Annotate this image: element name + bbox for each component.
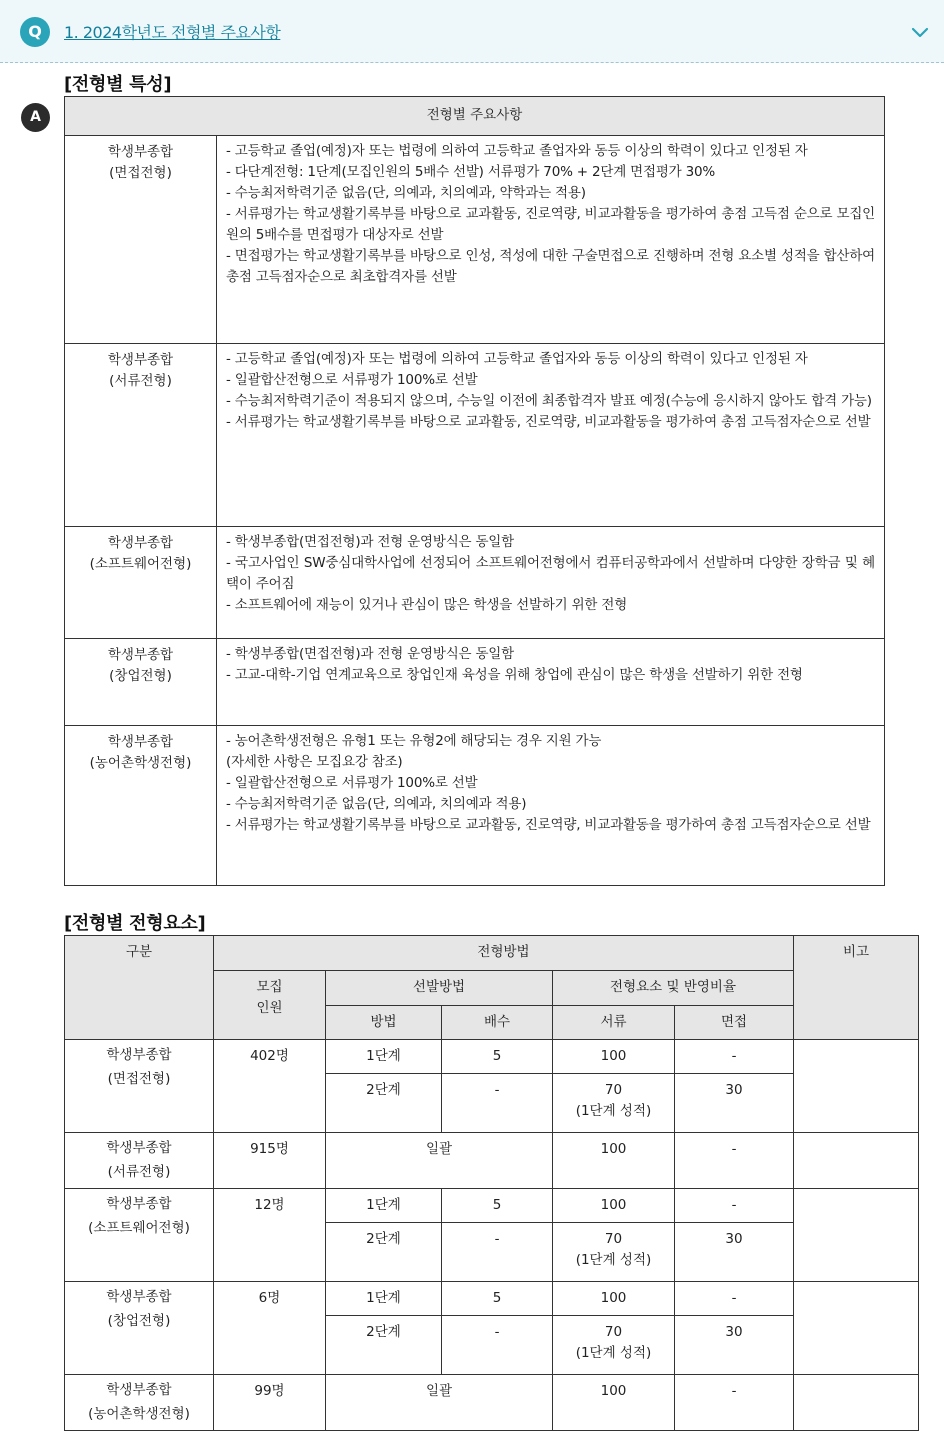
stage-docs: 100	[553, 1133, 675, 1189]
stage-multiple: 5	[442, 1282, 553, 1316]
stage-interview: -	[675, 1133, 794, 1189]
table-row	[65, 726, 885, 886]
row-label: 학생부종합 (서류전형)	[65, 1133, 214, 1189]
stage-docs: 100	[553, 1282, 675, 1316]
stage-docs: 100	[553, 1040, 675, 1074]
table-header: 전형별 주요사항	[65, 97, 885, 136]
table-row	[65, 136, 885, 344]
section-title-elements: [전형별 전형요소]	[64, 913, 206, 934]
row-label: 학생부종합 (창업전형)	[65, 639, 217, 726]
stage-interview: 30	[675, 1223, 794, 1282]
row-description: - 학생부종합(면접전형)과 전형 운영방식은 동일함 - 국고사업인 SW중심대학사업에 선정되어 소프트웨어전형에서 컴퓨터공학과에서 선발하며 다양한 장학금 및 혜택이 주어짐 - 소프트웨어에 재능이 있거나 관심이 많은 학생을 선발하기 위한 전형	[217, 527, 885, 639]
recruit-count: 6명	[214, 1282, 326, 1375]
table-row	[65, 1282, 919, 1316]
stage-interview: 30	[675, 1316, 794, 1375]
table-row	[65, 1040, 919, 1074]
row-label: 학생부종합 (농어촌학생전형)	[65, 726, 217, 886]
row-label: 학생부종합 (면접전형)	[65, 1040, 214, 1133]
note-cell	[794, 1133, 919, 1189]
stage-docs: 100	[553, 1375, 675, 1431]
answer-badge: A	[21, 103, 50, 132]
header-method: 방법	[326, 1006, 442, 1040]
row-description: - 고등학교 졸업(예정)자 또는 법령에 의하여 고등학교 졸업자와 동등 이상의 학력이 있다고 인정된 자 - 일괄합산전형으로 서류평가 100%로 선발 - 수능최저학력기준이 적용되지 않으며, 수능일 이전에 최종합격자 발표 예정(수능에 응시하지 않아도 합격 가능) - 서류평가는 학교생활기록부를 바탕으로 교과활동, 진로역량, 비교과활동을 평가하여 총점 고득점자순으로 선발	[217, 344, 885, 527]
stage-interview: -	[675, 1189, 794, 1223]
row-label: 학생부종합 (면접전형)	[65, 136, 217, 344]
header-category: 구분	[65, 936, 214, 1040]
recruit-count: 915명	[214, 1133, 326, 1189]
header-recruit: 모집 인원	[214, 971, 326, 1040]
header-multiple: 배수	[442, 1006, 553, 1040]
row-label: 학생부종합 (농어촌학생전형)	[65, 1375, 214, 1431]
elements-table	[64, 935, 919, 1431]
question-bar[interactable]	[0, 0, 944, 63]
row-label: 학생부종합 (서류전형)	[65, 344, 217, 527]
stage-docs: 70 (1단계 성적)	[553, 1223, 675, 1282]
stage-docs: 100	[553, 1189, 675, 1223]
stage-method: 2단계	[326, 1074, 442, 1133]
stage-interview: 30	[675, 1074, 794, 1133]
stage-interview: -	[675, 1375, 794, 1431]
table-row	[65, 1189, 919, 1223]
section-title-characteristics: [전형별 특성]	[64, 74, 172, 95]
note-cell	[794, 1189, 919, 1282]
stage-method: 일괄	[326, 1375, 553, 1431]
row-label: 학생부종합 (소프트웨어전형)	[65, 527, 217, 639]
stage-docs: 70 (1단계 성적)	[553, 1074, 675, 1133]
stage-method: 1단계	[326, 1189, 442, 1223]
table-row	[65, 1375, 919, 1431]
table-row	[65, 1133, 919, 1189]
header-note: 비고	[794, 936, 919, 1040]
row-description: - 농어촌학생전형은 유형1 또는 유형2에 해당되는 경우 지원 가능 (자세한 사항은 모집요강 참조) - 일괄합산전형으로 서류평가 100%로 선발 - 수능최저학력기준 없음(단, 의예과, 치의예과 적용) - 서류평가는 학교생활기록부를 바탕으로 교과활동, 진로역량, 비교과활동을 평가하여 총점 고득점자순으로 선발	[217, 726, 885, 886]
stage-interview: -	[675, 1040, 794, 1074]
stage-method: 2단계	[326, 1223, 442, 1282]
row-label: 학생부종합 (창업전형)	[65, 1282, 214, 1375]
header-selection: 선발방법	[326, 971, 553, 1006]
table-row	[65, 639, 885, 726]
stage-multiple: -	[442, 1074, 553, 1133]
stage-multiple: 5	[442, 1040, 553, 1074]
characteristics-table	[64, 96, 885, 886]
row-description: - 고등학교 졸업(예정)자 또는 법령에 의하여 고등학교 졸업자와 동등 이상의 학력이 있다고 인정된 자 - 다단계전형: 1단계(모집인원의 5배수 선발) 서류평가 70% + 2단계 면접평가 30% - 수능최저학력기준 없음(단, 의예과, 치의예과, 약학과는 적용) - 서류평가는 학교생활기록부를 바탕으로 교과활동, 진로역량, 비교과활동을 평가하여 총점 고득점 순으로 모집인원의 5배수를 면접평가 대상자로 선발 - 면접평가는 학교생활기록부를 바탕으로 인성, 적성에 대한 구술면접으로 진행하며 전형 요소별 성적을 합산하여 총점 고득점자순으로 최초합격자를 선발	[217, 136, 885, 344]
note-cell	[794, 1040, 919, 1133]
stage-interview: -	[675, 1282, 794, 1316]
row-description: - 학생부종합(면접전형)과 전형 운영방식은 동일함 - 고교-대학-기업 연계교육으로 창업인재 육성을 위해 창업에 관심이 많은 학생을 선발하기 위한 전형	[217, 639, 885, 726]
question-badge: Q	[20, 17, 50, 47]
note-cell	[794, 1282, 919, 1375]
header-interview: 면접	[675, 1006, 794, 1040]
row-label: 학생부종합 (소프트웨어전형)	[65, 1189, 214, 1282]
table-row	[65, 527, 885, 639]
question-title-link[interactable]: 1. 2024학년도 전형별 주요사항	[64, 23, 281, 42]
chevron-down-icon[interactable]	[908, 20, 932, 44]
header-documents: 서류	[553, 1006, 675, 1040]
stage-method: 일괄	[326, 1133, 553, 1189]
recruit-count: 402명	[214, 1040, 326, 1133]
header-elements: 전형요소 및 반영비율	[553, 971, 794, 1006]
stage-multiple: 5	[442, 1189, 553, 1223]
recruit-count: 12명	[214, 1189, 326, 1282]
stage-docs: 70 (1단계 성적)	[553, 1316, 675, 1375]
stage-method: 1단계	[326, 1040, 442, 1074]
note-cell	[794, 1375, 919, 1431]
stage-multiple: -	[442, 1316, 553, 1375]
recruit-count: 99명	[214, 1375, 326, 1431]
stage-method: 1단계	[326, 1282, 442, 1316]
header-method-group: 전형방법	[214, 936, 794, 971]
table-row	[65, 344, 885, 527]
stage-multiple: -	[442, 1223, 553, 1282]
stage-method: 2단계	[326, 1316, 442, 1375]
